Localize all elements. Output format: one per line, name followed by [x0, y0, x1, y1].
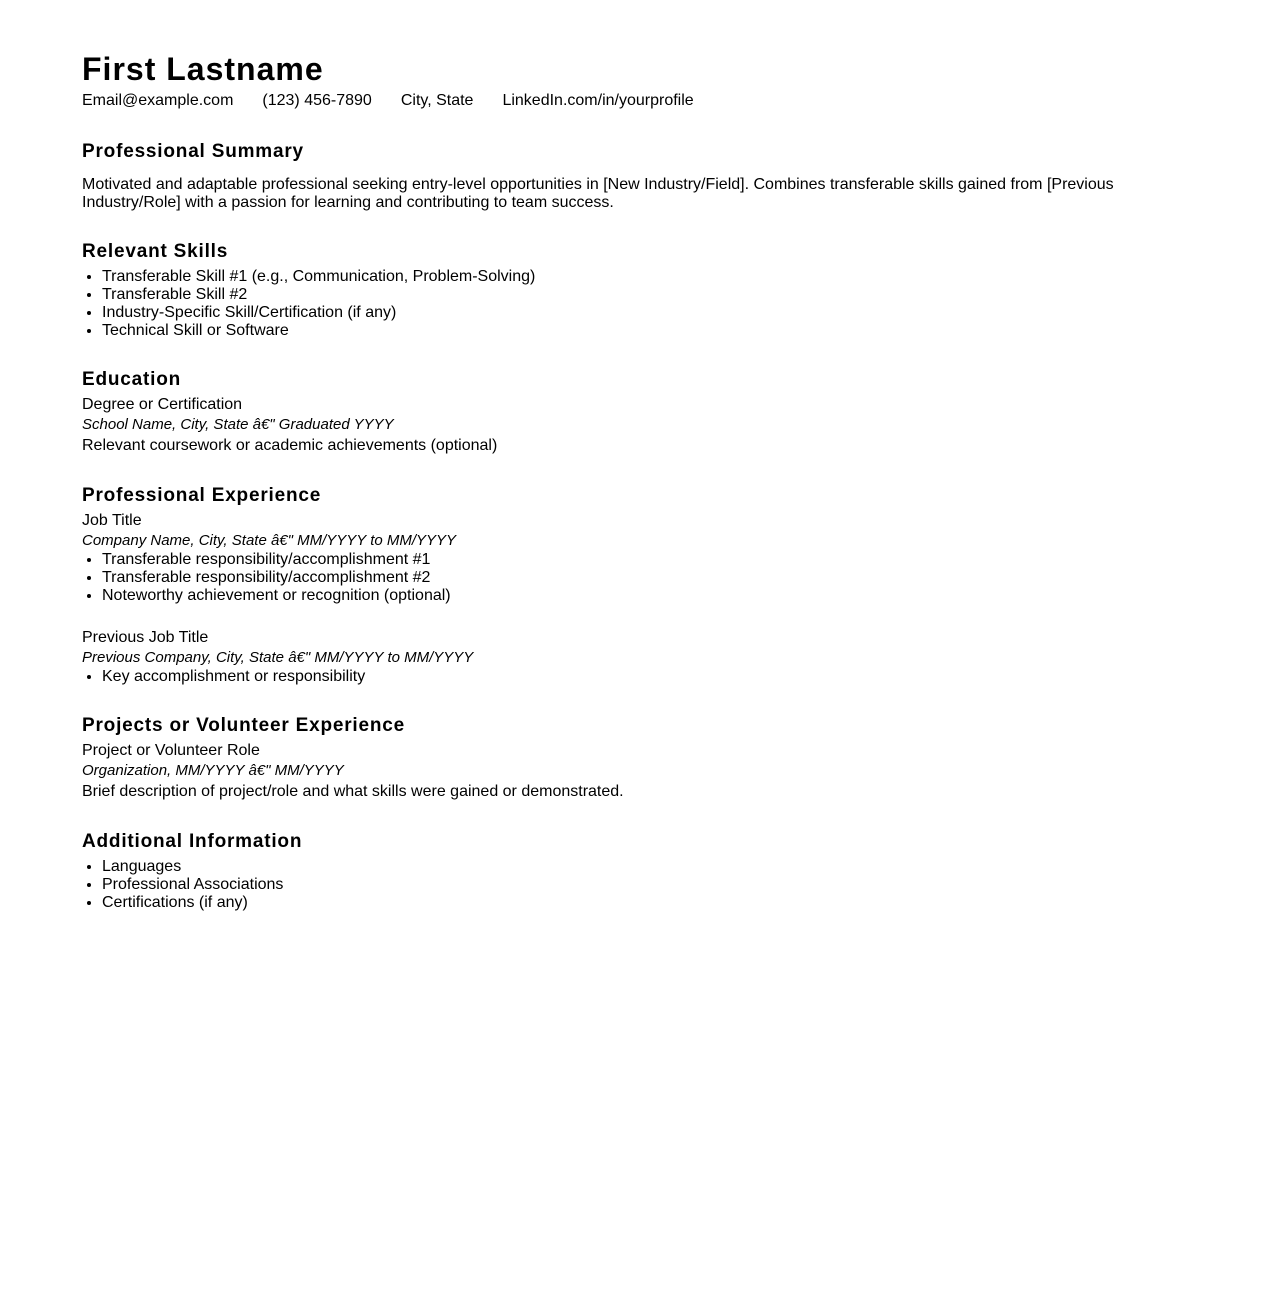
- section-heading: Professional Summary: [82, 141, 304, 162]
- list-item: • Certifications (if any): [102, 894, 1196, 912]
- job-title: Previous Job Title: [82, 629, 209, 646]
- list-item: • Noteworthy achievement or recognition (optional): [102, 587, 1196, 605]
- job-bullets: [82, 551, 1196, 605]
- school-info: School Name, City, State â€" Graduated YYYY: [82, 416, 394, 433]
- list-item: • Industry-Specific Skill/Certification (if any): [102, 304, 1196, 322]
- additional-list: [82, 858, 1196, 912]
- section-relevant-skills: [82, 240, 1196, 340]
- job-title: Job Title: [82, 512, 142, 529]
- contact-location: City, State: [400, 92, 474, 109]
- summary-text: Motivated and adaptable professional seeking entry-level opportunities in [New Industry/Field]. Combines transferable skills gained from [Previous Industry/Role] with a passion for learning and contributing to team success.: [82, 176, 1114, 211]
- section-heading: Education: [82, 369, 182, 390]
- list-item: • Languages: [102, 858, 1196, 876]
- skills-list: [82, 268, 1196, 340]
- contact-linkedin: LinkedIn.com/in/yourprofile: [502, 92, 694, 109]
- education-entry: [82, 396, 1196, 456]
- project-role: Project or Volunteer Role: [82, 742, 260, 759]
- degree-title: Degree or Certification: [82, 396, 243, 413]
- candidate-name: First Lastname: [82, 51, 324, 87]
- project-organization: Organization, MM/YYYY â€" MM/YYYY: [82, 762, 344, 779]
- list-item: • Transferable Skill #2: [102, 286, 1196, 304]
- section-additional-information: [82, 830, 1196, 912]
- education-description: Relevant coursework or academic achievements (optional): [82, 437, 498, 454]
- section-heading: Additional Information: [82, 831, 303, 852]
- contact-email: Email@example.com: [82, 92, 234, 109]
- resume-header: [82, 50, 1196, 110]
- section-heading: Professional Experience: [82, 485, 322, 506]
- job-company-info: Previous Company, City, State â€" MM/YYYY to MM/YYYY: [82, 649, 474, 666]
- project-description: Brief description of project/role and what skills were gained or demonstrated.: [82, 783, 624, 800]
- job-bullets: [82, 668, 1196, 686]
- list-item: • Transferable responsibility/accomplishment #1: [102, 551, 1196, 569]
- project-entry: [82, 742, 1196, 802]
- job-entry: [82, 512, 1196, 605]
- job-company-info: Company Name, City, State â€" MM/YYYY to MM/YYYY: [82, 532, 457, 549]
- contact-phone: (123) 456-7890: [262, 92, 372, 109]
- list-item: • Technical Skill or Software: [102, 322, 1196, 340]
- contact-info: [82, 92, 1196, 110]
- job-entry: [82, 629, 1196, 686]
- section-heading: Projects or Volunteer Experience: [82, 715, 406, 736]
- section-professional-experience: [82, 484, 1196, 686]
- list-item: • Transferable responsibility/accomplishment #2: [102, 569, 1196, 587]
- list-item: • Transferable Skill #1 (e.g., Communication, Problem-Solving): [102, 268, 1196, 286]
- list-item: • Key accomplishment or responsibility: [102, 668, 1196, 686]
- section-education: [82, 368, 1196, 456]
- section-projects-volunteer: [82, 714, 1196, 802]
- list-item: • Professional Associations: [102, 876, 1196, 894]
- section-professional-summary: [82, 140, 1196, 212]
- section-heading: Relevant Skills: [82, 241, 229, 262]
